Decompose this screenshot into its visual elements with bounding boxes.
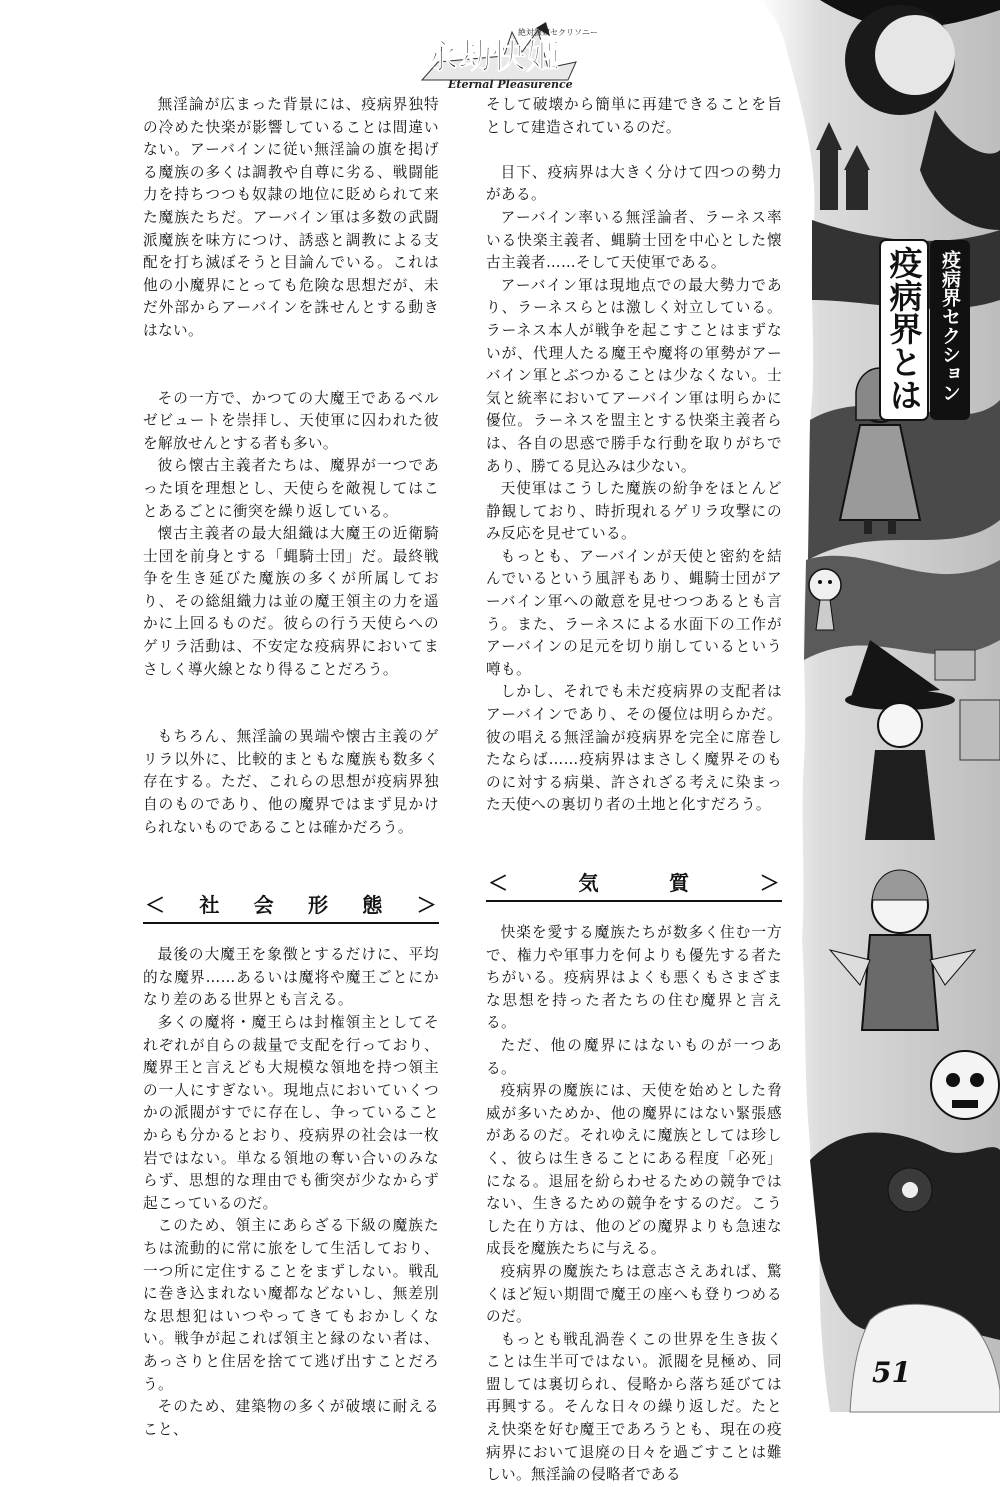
paragraph: 疫病界の魔族には、天使を始めとした脅威が多いためか、他の魔界にはない緊張感があるのだ。それゆえに魔族としては珍しく、彼らは生きることにある程度「必死」になる。退屈を紛らわせるための競争ではない、生きるための競争をするのだ。こうした在り方は、他のどの魔界よりも急速な成長を魔族たちに与える。 — [486, 1082, 782, 1258]
left-block-1 — [143, 94, 439, 343]
right-block-2 — [486, 162, 782, 817]
section-heading-social-structure — [143, 890, 439, 924]
heading-char: ＞ — [416, 893, 437, 918]
section-heading-temperament — [486, 868, 782, 902]
heading-char: ＜ — [145, 893, 166, 918]
paragraph: 彼ら懐古主義者たちは、魔界が一つであった頃を理想とし、天使らを敵視してはことあるごとに衝突を繰り返している。 — [143, 457, 439, 520]
skull-icon — [931, 1051, 999, 1119]
paragraph: このため、領主にあらざる下級の魔族たちは流動的に常に旅をして生活しており、一つ所に定住することをまずしない。戦乱に巻き込まれない魔都などないし、無差別な思想犯はいつやってきてもおかしくない。戦争が起これば領主と縁のない者は、あっさりと住居を捨てて逃げ出すことだろう。 — [143, 1217, 439, 1393]
paragraph: 最後の大魔王を象徴とするだけに、平均的な魔界……あるいは魔将や魔王ごとにかなり差のある世界とも言える。 — [143, 946, 439, 1009]
paragraph: 懐古主義者の最大組織は大魔王の近衛騎士団を前身とする「蝿騎士団」だ。最終戦争を生き延びた魔族の多くが所属しており、その総組織力は並の魔王領主の力を遥かに上回るものだ。彼らの行う天使らへのゲリラ活動は、不安定な疫病界においてまさしく導火線となり得ることだろう。 — [143, 525, 439, 678]
paragraph: その一方で、かつての大魔王であるベルゼビュートを崇拝し、天使軍に囚われた彼を解放せんとする者も多い。 — [143, 389, 439, 452]
paragraph: 無淫論が広まった背景には、疫病界独特の冷めた快楽が影響していることは間違いない。アーバインに従い無淫論の旗を掲げる魔族の多くは調教や自尊に劣る、戦闘能力を持ちつつも奴隷の地位に貶められて来た魔族たちだ。アーバイン軍は多数の武闘派魔族を味方につけ、誘惑と調教による支配を打ち滅ぼそうと目論んでいる。これは他の小魔界にとっても危険な思想だが、未だ外部からアーバインを誅せんとする動きはない。 — [143, 96, 439, 339]
right-block-3 — [486, 922, 782, 1487]
logo-title: 永劫快姫 — [424, 37, 560, 77]
logo-subtitle: Eternal Pleasurence — [448, 78, 573, 91]
paragraph: 快楽を愛する魔族たちが数多く住む一方で、権力や軍事力を何よりも優先する者たちがいる。疫病界はよくも悪くもさまざまな思想を持った者たちの住む魔界と言える。 — [486, 924, 782, 1032]
paragraph: アーバイン軍は現地点での最大勢力であり、ラーネスらとは激しく対立している。ラーネス本人が戦争を起こすことはまずないが、代理人たる魔王や魔将の軍勢がアーバイン軍とぶつかることは少なくない。士気と統率においてアーバイン軍は明らかに優位。ラーネスを盟主とする快楽主義者らは、各自の思惑で勝手な行動を取りがちであり、勝てる見込みは少ない。 — [486, 276, 782, 475]
paragraph: ただ、他の魔界にはないものが一つある。 — [486, 1036, 782, 1077]
heading-char: ＜ — [488, 871, 509, 895]
right-block-1 — [486, 94, 782, 139]
paragraph: そのため、建築物の多くが破壊に耐えること、 — [143, 1398, 439, 1438]
page-number: 51 — [872, 1356, 911, 1389]
paragraph: 多くの魔将・魔王らは封権領主としてそれぞれが自らの裁量で支配を行っており、魔界王と言えども大規模な領地を持つ領主の一人にすぎない。現地点においていくつかの派閥がすでに存在し、争っていることからも分かるとおり、疫病界の社会は一枚岩ではない。単なる領地の奪い合いのみならず、思想的な理由でも衝突が少なからず起こっているのだ。 — [143, 1014, 439, 1212]
side-illustration — [760, 0, 1000, 1412]
heading-char: ＞ — [759, 871, 780, 895]
section-title-small: 疫病界セクション — [939, 250, 961, 402]
left-column — [143, 94, 439, 1441]
left-block-4 — [143, 944, 439, 1441]
logo-ruby: 絶対隷奴セクリソニー — [518, 28, 598, 37]
heading-char: 会 — [253, 893, 275, 918]
paragraph: もっとも戦乱渦巻くこの世界を生き抜くことは生半可ではない。派閥を見極め、同盟しては裏切られ、侵略から落ち延びては再興する。そんな日々の繰り返しだ。たとえ快楽を好む魔王であろうとも、現在の疫病界において退廃の日々を過ごすことは難しい。無淫論の侵略者である — [486, 1330, 782, 1484]
heading-char: 社 — [199, 893, 220, 918]
left-block-3 — [143, 726, 439, 839]
heading-char: 質 — [669, 871, 690, 895]
paragraph: 天使軍はこうした魔族の紛争をほとんど静観しており、時折現れるゲリラ攻撃にのみ反応を見せている。 — [486, 480, 782, 543]
paragraph: 目下、疫病界は大きく分けて四つの勢力がある。 — [486, 163, 782, 204]
eye-icon — [902, 1182, 918, 1198]
paragraph: もっとも、アーバインが天使と密約を結んでいるという風評もあり、蝿騎士団がアーバイン軍への敵意を見せつつあるとも言う。また、ラーネスによる水面下の工作がアーバインの足元を切り崩しているという噂も。 — [486, 547, 782, 678]
heading-char: 気 — [578, 871, 599, 895]
paragraph: しかし、それでも未だ疫病界の支配者はアーバインであり、その優位は明らかだ。彼の唱える無淫論が疫病界を完全に席巻したならば……疫病界はまさしく魔界そのものに対する病巣、許されざる考えに染まった天使への裏切り者の土地と化すだろう。 — [486, 683, 782, 814]
book-logo — [418, 22, 598, 91]
logo-emblem — [418, 22, 598, 91]
paragraph: そして破壊から簡単に再建できることを旨として建造されているのだ。 — [486, 96, 782, 136]
right-column — [486, 94, 782, 1487]
section-title-vertical — [870, 240, 990, 420]
section-title-large: 疫病界とは — [884, 246, 924, 411]
paragraph: 疫病界の魔族たちは意志さえあれば、驚くほど短い期間で魔王の座へも登りつめるのだ。 — [486, 1262, 782, 1326]
paragraph: もちろん、無淫論の異端や懐古主義のゲリラ以外に、比較的まともな魔族も数多く存在する。ただ、これらの思想が疫病界独自のものであり、他の魔界ではまず見かけられないものであることは確かだろう。 — [143, 728, 439, 836]
left-block-2 — [143, 388, 439, 682]
paragraph: アーバイン率いる無淫論者、ラーネス率いる快楽主義者、蝿騎士団を中心とした懐古主義者……そして天使軍である。 — [486, 208, 782, 272]
heading-char: 態 — [362, 893, 383, 918]
heading-char: 形 — [307, 893, 329, 918]
